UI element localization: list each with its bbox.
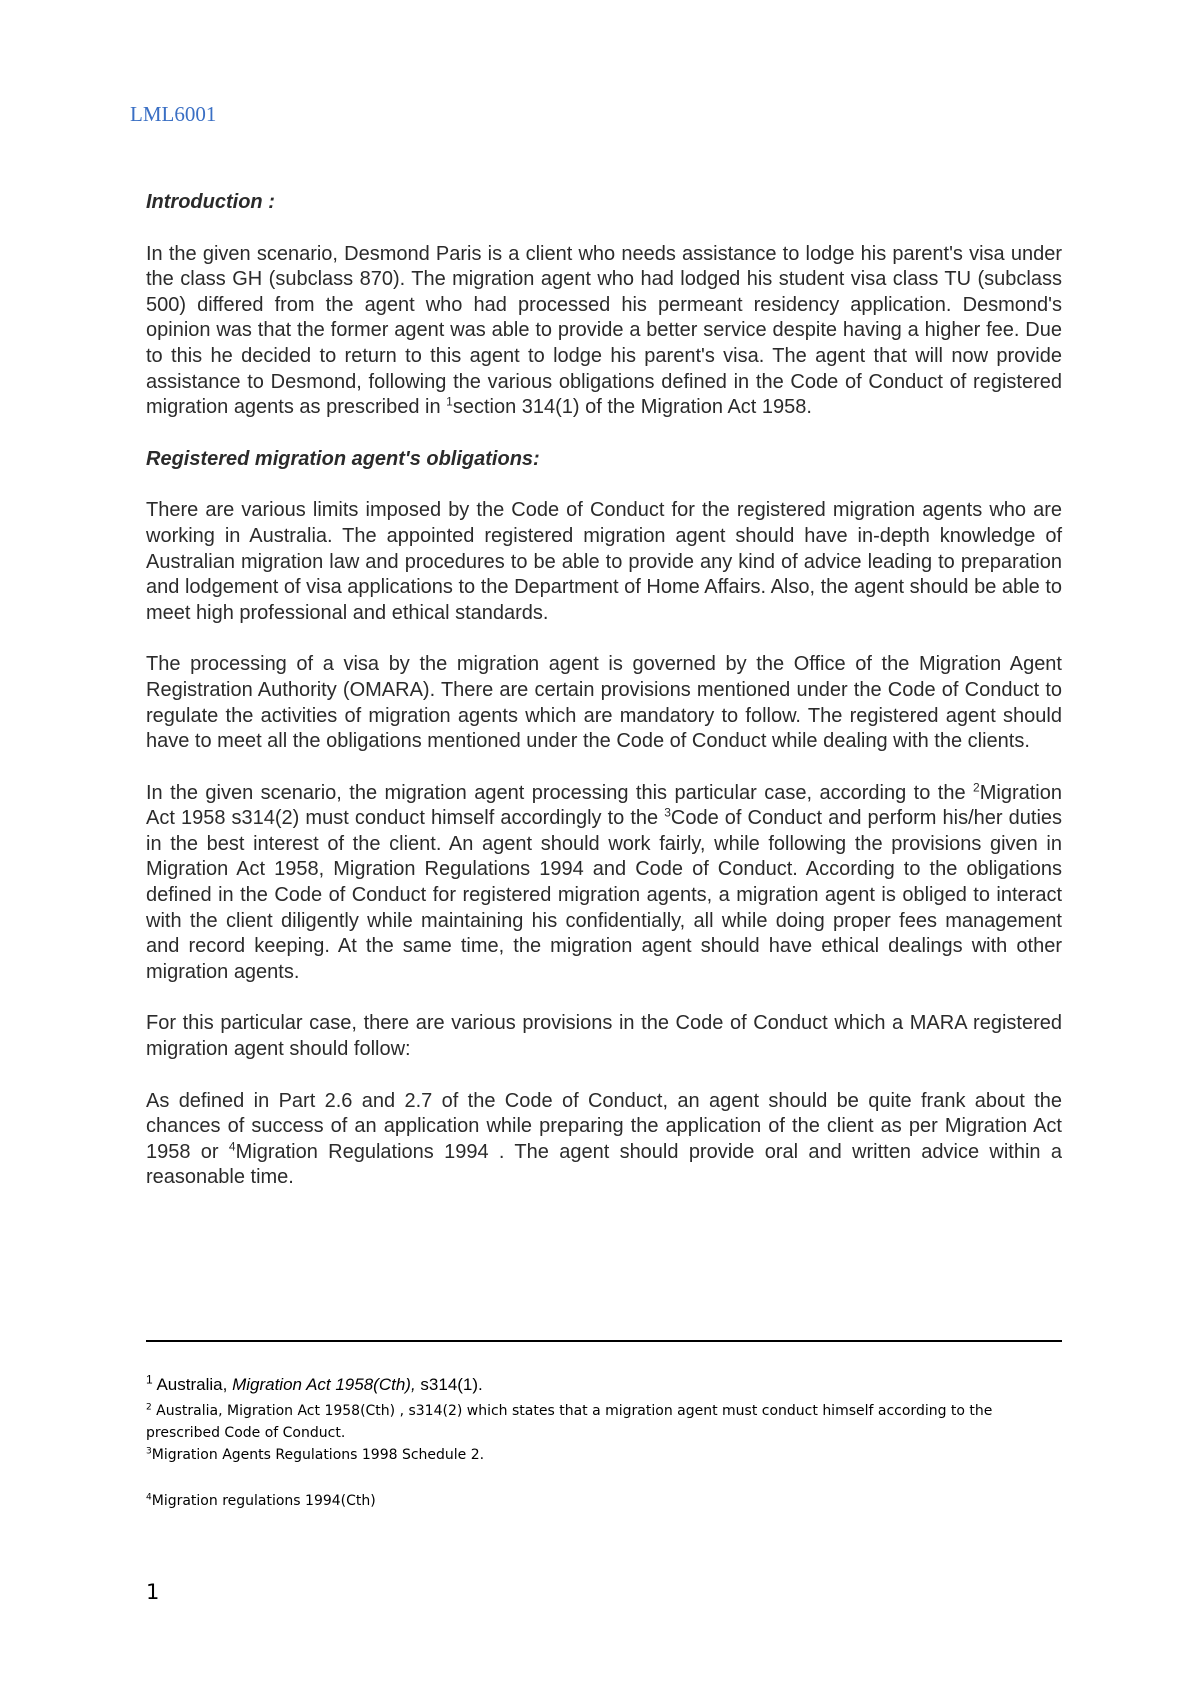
- obligations-paragraph-1: There are various limits imposed by the Code of Conduct for the registered migration agents who are working in Australia. The appointed registered migration agent should have in-depth knowledge of Australian migration law and procedures to be able to provide any kind of advice leading to preparation and lodgement of visa applications to the Department of Home Affairs. Also, the agent should be able to meet high professional and ethical standards.: [146, 499, 1062, 624]
- introduction-text-part-1: In the given scenario, Desmond Paris is a client who needs assistance to lodge his parent's visa under the class GH (subclass 870). The migration agent who had lodged his student visa class TU (subclass 500) differed from the agent who had processed his permeant residency application. Desmond's opinion was that the former agent was able to provide a better service despite having a higher fee. Due to this he decided to return to this agent to lodge his parent's visa. The agent that will now provide assistance to Desmond, following the various obligations defined in the Code of Conduct of registered migration agents as prescribed in: [146, 242, 1062, 419]
- footnote-4-text: Migration regulations 1994(Cth): [151, 1493, 376, 1509]
- footnote-1: [146, 1374, 1062, 1396]
- obligations-paragraph-3: [146, 781, 1062, 986]
- footnote-3: [146, 1444, 1062, 1466]
- obligations-paragraph-2: The processing of a visa by the migration agent is governed by the Office of the Migration Agent Registration Authority (OMARA). There are certain provisions mentioned under the Code of Conduct to regulate the activities of migration agents which are mandatory to follow. The registered agent should have to meet all the obligations mentioned under the Code of Conduct while dealing with the clients.: [146, 653, 1062, 753]
- footnotes: [146, 1374, 1062, 1512]
- introduction-heading: Introduction :: [146, 191, 275, 213]
- footnote-3-number: 3: [146, 1446, 152, 1457]
- obligations-paragraph-4: For this particular case, there are various provisions in the Code of Conduct which a MARA registered migration agent should follow:: [146, 1012, 1062, 1061]
- obligations-p5-part-2: Migration Regulations 1994 . The agent should provide oral and written advice within a reasonable time.: [146, 1140, 1062, 1189]
- course-code: LML6001: [130, 102, 217, 126]
- page-number: 1: [146, 1580, 160, 1604]
- footnote-1-number: 1: [146, 1372, 153, 1387]
- footnote-1-text-a: Australia,: [152, 1375, 233, 1394]
- obligations-p3-part-3: Code of Conduct and perform his/her duties in the best interest of the client. An agent should work fairly, while following the provisions given in Migration Act 1958, Migration Regulations 1994 and Code of Conduct. According to the obligations defined in the Code of Conduct for registered migration agents, a migration agent is obliged to interact with the client diligently while maintaining his confidentially, all while doing proper fees management and record keeping. At the same time, the migration agent should have ethical dealings with other migration agents.: [146, 807, 1063, 983]
- footnote-ref-4: 4: [228, 1139, 236, 1154]
- footnote-1-text-b: s314(1).: [415, 1375, 483, 1394]
- obligations-p3-part-2: Migration Act 1958 s314(2) must conduct himself accordingly to the: [146, 781, 1062, 830]
- footnote-separator: [146, 1340, 1062, 1342]
- footnote-2-number: 2: [146, 1402, 152, 1413]
- introduction-paragraph: [146, 242, 1062, 421]
- footnote-ref-2: 2: [973, 780, 980, 795]
- footnote-3-text: Migration Agents Regulations 1998 Schedule 2.: [151, 1447, 485, 1463]
- footnote-4: [146, 1490, 1062, 1512]
- obligations-p3-part-1: In the given scenario, the migration agent processing this particular case, according to the: [146, 781, 974, 804]
- footnote-ref-1: 1: [446, 394, 453, 409]
- document-body: [146, 190, 1062, 1217]
- footnote-1-italic: Migration Act 1958(Cth),: [232, 1375, 416, 1394]
- footnote-2-text: Australia, Migration Act 1958(Cth) , s314(2) which states that a migration agent must conduct himself according to the prescribed Code of Conduct.: [146, 1403, 993, 1441]
- obligations-p5-part-1: As defined in Part 2.6 and 2.7 of the Code of Conduct, an agent should be quite frank about the chances of success of an application while preparing the application of the client as per Migration Act 1958 or: [146, 1089, 1062, 1163]
- footnote-2: [146, 1400, 1062, 1444]
- footnote-ref-3: 3: [664, 805, 671, 820]
- obligations-paragraph-5: [146, 1089, 1062, 1191]
- obligations-heading: Registered migration agent's obligations:: [146, 447, 540, 470]
- introduction-text-part-2: section 314(1) of the Migration Act 1958.: [452, 396, 812, 419]
- footnote-4-number: 4: [146, 1492, 152, 1503]
